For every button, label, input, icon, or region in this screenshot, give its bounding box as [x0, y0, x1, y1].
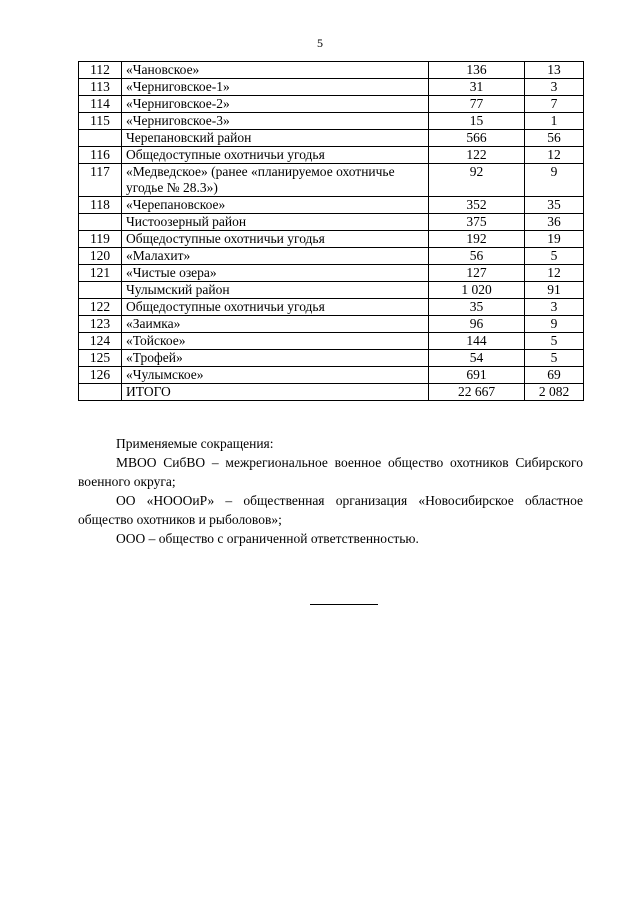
notes-heading: Применяемые сокращения: [116, 436, 274, 451]
row-number-cell [79, 384, 122, 401]
area-value-cell: 56 [429, 248, 525, 265]
name-cell: «Черепановское» [122, 197, 429, 214]
quota-value-cell: 91 [525, 282, 584, 299]
row-number-cell: 126 [79, 367, 122, 384]
name-cell: «Малахит» [122, 248, 429, 265]
table-row [79, 333, 584, 350]
name-cell: «Черниговское-3» [122, 113, 429, 130]
name-cell: «Чулымское» [122, 367, 429, 384]
area-value-cell: 92 [429, 164, 525, 197]
area-value-cell: 1 020 [429, 282, 525, 299]
row-number-cell: 119 [79, 231, 122, 248]
area-value-cell: 192 [429, 231, 525, 248]
name-cell: Общедоступные охотничьи угодья [122, 147, 429, 164]
quota-value-cell: 13 [525, 62, 584, 79]
quota-value-cell: 9 [525, 316, 584, 333]
table-row [79, 164, 584, 197]
name-cell: Чистоозерный район [122, 214, 429, 231]
row-number-cell: 123 [79, 316, 122, 333]
row-number-cell: 118 [79, 197, 122, 214]
name-cell: Общедоступные охотничьи угодья [122, 231, 429, 248]
table-row [79, 265, 584, 282]
area-value-cell: 127 [429, 265, 525, 282]
area-value-cell: 54 [429, 350, 525, 367]
area-value-cell: 77 [429, 96, 525, 113]
area-value-cell: 35 [429, 299, 525, 316]
quota-value-cell: 2 082 [525, 384, 584, 401]
table-row [79, 130, 584, 147]
quota-value-cell: 19 [525, 231, 584, 248]
name-cell: «Чановское» [122, 62, 429, 79]
name-cell: «Медведское» (ранее «планируемое охотничье угодье № 28.3») [122, 164, 429, 197]
table-row [79, 231, 584, 248]
quota-value-cell: 5 [525, 333, 584, 350]
quota-value-cell: 56 [525, 130, 584, 147]
table-row [79, 79, 584, 96]
name-cell: «Черниговское-2» [122, 96, 429, 113]
row-number-cell: 115 [79, 113, 122, 130]
table-row [79, 350, 584, 367]
area-value-cell: 31 [429, 79, 525, 96]
name-cell: «Заимка» [122, 316, 429, 333]
table-row [79, 214, 584, 231]
area-value-cell: 375 [429, 214, 525, 231]
quota-value-cell: 1 [525, 113, 584, 130]
table-row [79, 62, 584, 79]
quota-value-cell: 7 [525, 96, 584, 113]
row-number-cell: 114 [79, 96, 122, 113]
row-number-cell: 112 [79, 62, 122, 79]
quota-value-cell: 69 [525, 367, 584, 384]
row-number-cell: 113 [79, 79, 122, 96]
area-value-cell: 144 [429, 333, 525, 350]
row-number-cell [79, 130, 122, 147]
row-number-cell: 122 [79, 299, 122, 316]
row-number-cell: 121 [79, 265, 122, 282]
name-cell: ИТОГО [122, 384, 429, 401]
area-value-cell: 22 667 [429, 384, 525, 401]
row-number-cell: 120 [79, 248, 122, 265]
table-row [79, 316, 584, 333]
end-divider [310, 604, 378, 605]
table-row [79, 96, 584, 113]
table-row [79, 248, 584, 265]
table-row [79, 299, 584, 316]
name-cell: Чулымский район [122, 282, 429, 299]
row-number-cell: 124 [79, 333, 122, 350]
row-number-cell: 116 [79, 147, 122, 164]
area-value-cell: 122 [429, 147, 525, 164]
quota-value-cell: 9 [525, 164, 584, 197]
name-cell: «Чистые озера» [122, 265, 429, 282]
quota-value-cell: 12 [525, 265, 584, 282]
name-cell: «Черниговское-1» [122, 79, 429, 96]
row-number-cell [79, 214, 122, 231]
quota-value-cell: 12 [525, 147, 584, 164]
table-row [79, 384, 584, 401]
name-cell: Черепановский район [122, 130, 429, 147]
quota-value-cell: 35 [525, 197, 584, 214]
row-number-cell: 117 [79, 164, 122, 197]
row-number-cell: 125 [79, 350, 122, 367]
note-item: МВОО СибВО – межрегиональное военное общество охотников Сибирского военного округа; [78, 455, 583, 489]
quota-value-cell: 36 [525, 214, 584, 231]
quota-value-cell: 5 [525, 350, 584, 367]
area-value-cell: 15 [429, 113, 525, 130]
area-value-cell: 566 [429, 130, 525, 147]
note-item: ОО «НОООиР» – общественная организация «Новосибирское областное общество охотников и рыболовов»; [78, 493, 583, 527]
quota-value-cell: 3 [525, 299, 584, 316]
area-value-cell: 96 [429, 316, 525, 333]
table-row [79, 113, 584, 130]
page-number: 5 [317, 36, 323, 50]
note-item: ООО – общество с ограниченной ответственностью. [116, 531, 419, 546]
name-cell: «Тойское» [122, 333, 429, 350]
name-cell: «Трофей» [122, 350, 429, 367]
row-number-cell [79, 282, 122, 299]
table-row [79, 197, 584, 214]
abbreviations-notes [78, 434, 583, 548]
name-cell: Общедоступные охотничьи угодья [122, 299, 429, 316]
area-value-cell: 136 [429, 62, 525, 79]
area-value-cell: 352 [429, 197, 525, 214]
quota-value-cell: 3 [525, 79, 584, 96]
hunting-grounds-table [78, 61, 584, 401]
table-row [79, 367, 584, 384]
table-row [79, 282, 584, 299]
quota-value-cell: 5 [525, 248, 584, 265]
table-row [79, 147, 584, 164]
area-value-cell: 691 [429, 367, 525, 384]
